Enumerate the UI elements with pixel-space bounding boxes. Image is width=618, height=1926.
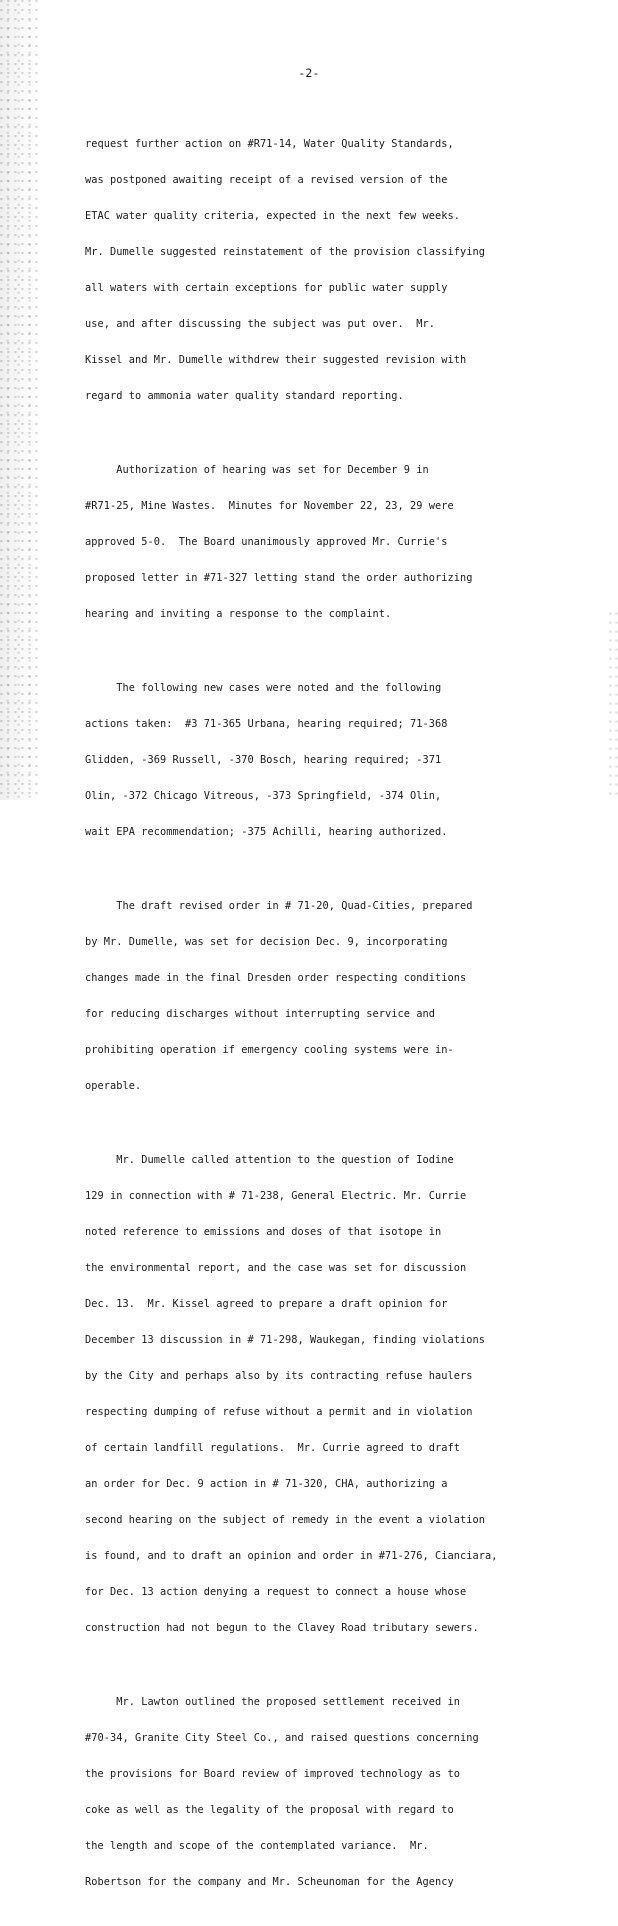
paragraph-quad-cities	[85, 876, 585, 1116]
text-line: #70-34, Granite City Steel Co., and raised questions concerning	[85, 1732, 479, 1744]
page-number: -2-	[298, 66, 320, 80]
document-body	[85, 114, 585, 1926]
text-line: The draft revised order in # 71-20, Quad-Cities, prepared	[85, 900, 473, 912]
paragraph-granite-city	[85, 1672, 585, 1912]
text-line: Olin, -372 Chicago Vitreous, -373 Springfield, -374 Olin,	[85, 790, 442, 802]
paragraph-hearing-authorization	[85, 440, 585, 644]
text-line: The following new cases were noted and the following	[85, 682, 442, 694]
text-line: changes made in the final Dresden order respecting conditions	[85, 972, 467, 984]
text-line: approved 5-0. The Board unanimously approved Mr. Currie's	[85, 536, 448, 548]
text-line: is found, and to draft an opinion and order in #71-276, Cianciara,	[85, 1550, 498, 1562]
text-line: by the City and perhaps also by its contracting refuse haulers	[85, 1370, 473, 1382]
text-line: request further action on #R71-14, Water Quality Standards,	[85, 138, 454, 150]
text-line: ETAC water quality criteria, expected in the next few weeks.	[85, 210, 460, 222]
text-line: prohibiting operation if emergency cooling systems were in-	[85, 1044, 454, 1056]
text-line: noted reference to emissions and doses of that isotope in	[85, 1226, 442, 1238]
text-line: Dec. 13. Mr. Kissel agreed to prepare a draft opinion for	[85, 1298, 448, 1310]
text-line: 129 in connection with # 71-238, General Electric. Mr. Currie	[85, 1190, 467, 1202]
text-line: Mr. Lawton outlined the proposed settlement received in	[85, 1696, 460, 1708]
text-line: by Mr. Dumelle, was set for decision Dec. 9, incorporating	[85, 936, 448, 948]
text-line: the length and scope of the contemplated variance. Mr.	[85, 1840, 429, 1852]
text-line: Mr. Dumelle called attention to the question of Iodine	[85, 1154, 454, 1166]
text-line: Robertson for the company and Mr. Scheunoman for the Agency	[85, 1876, 454, 1888]
text-line: was postponed awaiting receipt of a revised version of the	[85, 174, 448, 186]
paragraph-new-cases	[85, 658, 585, 862]
paragraph-iodine-and-cases	[85, 1130, 585, 1658]
text-line: coke as well as the legality of the proposal with regard to	[85, 1804, 454, 1816]
text-line: Authorization of hearing was set for December 9 in	[85, 464, 429, 476]
text-line: Kissel and Mr. Dumelle withdrew their suggested revision with	[85, 354, 467, 366]
scan-noise-left-edge	[0, 0, 38, 800]
text-line: #R71-25, Mine Wastes. Minutes for November 22, 23, 29 were	[85, 500, 454, 512]
text-line: the environmental report, and the case was set for discussion	[85, 1262, 467, 1274]
text-line: construction had not begun to the Clavey Road tributary sewers.	[85, 1622, 479, 1634]
text-line: respecting dumping of refuse without a permit and in violation	[85, 1406, 473, 1418]
text-line: second hearing on the subject of remedy in the event a violation	[85, 1514, 485, 1526]
text-line: proposed letter in #71-327 letting stand the order authorizing	[85, 572, 473, 584]
text-line: regard to ammonia water quality standard reporting.	[85, 390, 404, 402]
paragraph-water-quality	[85, 114, 585, 426]
text-line: all waters with certain exceptions for public water supply	[85, 282, 448, 294]
text-line: wait EPA recommendation; -375 Achilli, hearing authorized.	[85, 826, 448, 838]
scan-noise-right-edge	[608, 610, 618, 800]
text-line: actions taken: #3 71-365 Urbana, hearing required; 71-368	[85, 718, 448, 730]
text-line: for reducing discharges without interrupting service and	[85, 1008, 435, 1020]
text-line: operable.	[85, 1080, 142, 1092]
text-line: an order for Dec. 9 action in # 71-320, CHA, authorizing a	[85, 1478, 448, 1490]
text-line: of certain landfill regulations. Mr. Currie agreed to draft	[85, 1442, 460, 1454]
text-line: Glidden, -369 Russell, -370 Bosch, hearing required; -371	[85, 754, 442, 766]
text-line: use, and after discussing the subject was put over. Mr.	[85, 318, 435, 330]
text-line: December 13 discussion in # 71-298, Waukegan, finding violations	[85, 1334, 485, 1346]
text-line: for Dec. 13 action denying a request to connect a house whose	[85, 1586, 467, 1598]
text-line: the provisions for Board review of improved technology as to	[85, 1768, 460, 1780]
text-line: hearing and inviting a response to the complaint.	[85, 608, 392, 620]
text-line: Mr. Dumelle suggested reinstatement of the provision classifying	[85, 246, 485, 258]
